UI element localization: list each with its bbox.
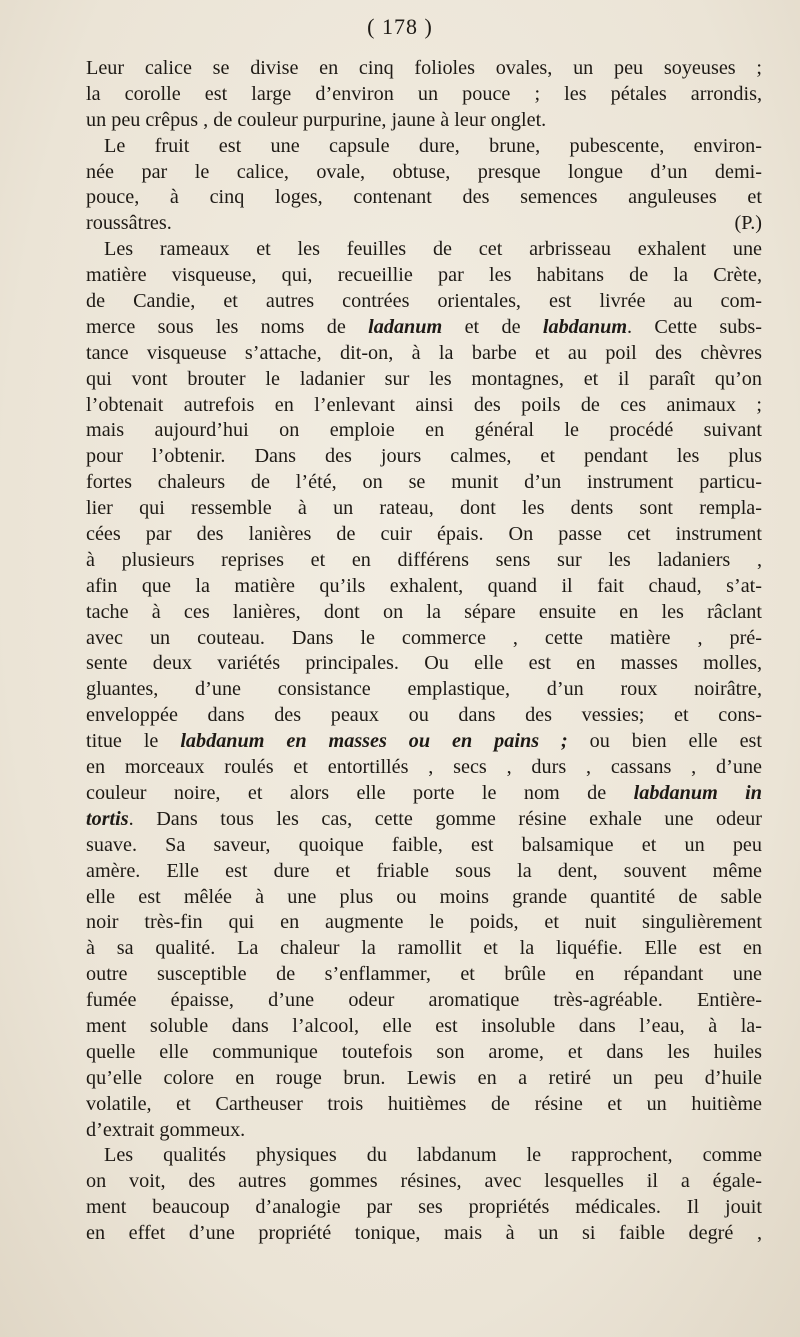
text-line bbox=[86, 418, 762, 444]
text-line bbox=[86, 1195, 762, 1221]
text-segment: amère. Elle est dure et friable sous la dent, souvent même bbox=[86, 859, 762, 882]
text-segment: ou bien elle est bbox=[567, 730, 762, 753]
text-segment: afin que la matière qu’ils exhalent, quand il fait chaud, s’at- bbox=[86, 574, 762, 597]
italic-term: labdanum en masses ou en pains ; bbox=[180, 730, 568, 753]
text-segment: Le fruit est une capsule dure, brune, pubescente, environ- bbox=[104, 134, 762, 157]
text-segment: et de bbox=[442, 315, 543, 338]
text-segment: gluantes, d’une consistance emplastique, d’un roux noirâtre, bbox=[86, 678, 762, 701]
text-line bbox=[86, 548, 762, 574]
text-line bbox=[86, 1143, 762, 1169]
text-segment: en morceaux roulés et entortillés , secs , durs , cassans , d’une bbox=[86, 756, 762, 779]
italic-term: ladanum bbox=[368, 315, 443, 338]
text-segment: tance visqueuse s’attache, dit-on, à la barbe et au poil des chèvres bbox=[86, 341, 762, 364]
text-segment: mais aujourd’hui on emploie en général le procédé suivant bbox=[86, 419, 762, 442]
text-line bbox=[86, 1014, 762, 1040]
text-segment: qui vont brouter le ladanier sur les montagnes, et il paraît qu’on bbox=[86, 367, 762, 390]
text-line bbox=[86, 134, 762, 160]
author-tag: (P.) bbox=[734, 212, 762, 235]
text-line bbox=[86, 755, 762, 781]
text-segment: née par le calice, ovale, obtuse, presque longue d’un demi- bbox=[86, 160, 762, 183]
text-line bbox=[86, 82, 762, 108]
text-segment: couleur noire, et alors elle porte le nom de bbox=[86, 781, 634, 804]
text-segment: on voit, des autres gommes résines, avec lesquelles il a égale- bbox=[86, 1170, 762, 1193]
text-segment: suave. Sa saveur, quoique faible, est balsamique et un peu bbox=[86, 833, 762, 856]
text-line bbox=[86, 703, 762, 729]
text-line bbox=[86, 470, 762, 496]
text-line bbox=[86, 56, 762, 82]
text-line bbox=[86, 289, 762, 315]
text-segment: à plusieurs reprises et en différens sens sur les ladaniers , bbox=[86, 548, 762, 571]
text-segment: enveloppée dans des peaux ou dans des vessies; et cons- bbox=[86, 704, 762, 727]
text-segment: roussâtres. bbox=[86, 212, 172, 235]
text-segment: ment soluble dans l’alcool, elle est insoluble dans l’eau, à la- bbox=[86, 1014, 762, 1037]
text-segment: matière visqueuse, qui, recueillie par les habitans de la Crète, bbox=[86, 264, 762, 287]
text-segment: pour l’obtenir. Dans des jours calmes, et pendant les plus bbox=[86, 445, 762, 468]
text-line bbox=[86, 496, 762, 522]
text-line bbox=[86, 108, 762, 134]
text-line bbox=[86, 626, 762, 652]
text-segment: la corolle est large d’environ un pouce ; les pétales arrondis, bbox=[86, 82, 762, 105]
text-line bbox=[86, 988, 762, 1014]
text-segment: quelle elle communique toutefois son arome, et dans les huiles bbox=[86, 1040, 762, 1063]
text-line bbox=[86, 1040, 762, 1066]
text-segment: Les rameaux et les feuilles de cet arbrisseau exhalent une bbox=[104, 238, 762, 261]
text-line bbox=[86, 1066, 762, 1092]
text-segment: Leur calice se divise en cinq folioles ovales, un peu soyeuses ; bbox=[86, 57, 762, 79]
text-segment: ment beaucoup d’analogie par ses propriétés médicales. Il jouit bbox=[86, 1196, 762, 1219]
text-segment: lier qui ressemble à un rateau, dont les dents sont rempla- bbox=[86, 497, 762, 520]
text-line bbox=[86, 677, 762, 703]
page-number: ( 178 ) bbox=[367, 14, 433, 39]
text-line bbox=[86, 263, 762, 289]
text-line bbox=[86, 522, 762, 548]
text-line bbox=[86, 315, 762, 341]
text-line bbox=[86, 781, 762, 807]
text-line bbox=[86, 211, 762, 237]
text-line bbox=[86, 936, 762, 962]
italic-term: labdanum bbox=[542, 315, 628, 338]
text-line bbox=[86, 237, 762, 263]
text-line bbox=[86, 367, 762, 393]
text-segment: cées par des lanières de cuir épais. On passe cet instrument bbox=[86, 523, 762, 546]
text-segment: en effet d’une propriété tonique, mais à un si faible degré , bbox=[86, 1222, 762, 1245]
text-line bbox=[86, 651, 762, 677]
text-segment: un peu crêpus , de couleur purpurine, jaune à leur onglet. bbox=[86, 108, 547, 131]
text-segment: pouce, à cinq loges, contenant des semences anguleuses et bbox=[86, 186, 762, 209]
text-line bbox=[86, 729, 762, 755]
text-line bbox=[86, 600, 762, 626]
text-line bbox=[86, 1092, 762, 1118]
text-segment: avec un couteau. Dans le commerce , cette matière , pré- bbox=[86, 626, 762, 649]
text-line bbox=[86, 1118, 762, 1144]
text-segment: volatile, et Cartheuser trois huitièmes de résine et un huitième bbox=[86, 1092, 762, 1115]
text-line bbox=[86, 962, 762, 988]
text-line bbox=[86, 807, 762, 833]
text-segment: titue le bbox=[86, 730, 181, 753]
text-line bbox=[86, 910, 762, 936]
text-segment: d’extrait gommeux. bbox=[86, 1118, 246, 1141]
text-segment: . Cette subs- bbox=[627, 315, 762, 338]
text-segment: elle est mêlée à une plus ou moins grande quantité de sable bbox=[86, 885, 762, 908]
italic-term: labdanum in bbox=[633, 781, 763, 804]
text-line bbox=[86, 859, 762, 885]
text-segment: sente deux variétés principales. Ou elle est en masses molles, bbox=[86, 652, 762, 675]
text-line bbox=[86, 833, 762, 859]
text-line bbox=[86, 444, 762, 470]
text-segment: noir très-fin qui en augmente le poids, et nuit singulièrement bbox=[86, 911, 762, 934]
text-segment: fumée épaisse, d’une odeur aromatique très-agréable. Entière- bbox=[86, 989, 762, 1012]
text-line bbox=[86, 1169, 762, 1195]
text-segment: tache à ces lanières, dont on la sépare ensuite en les râclant bbox=[86, 600, 762, 623]
text-line bbox=[86, 393, 762, 419]
text-segment: . Dans tous les cas, cette gomme résine exhale une odeur bbox=[128, 807, 762, 830]
text-segment: fortes chaleurs de l’été, on se munit d’un instrument particu- bbox=[86, 471, 762, 494]
italic-term: tortis bbox=[86, 807, 129, 830]
text-line bbox=[86, 185, 762, 211]
text-line bbox=[86, 1221, 762, 1247]
text-line bbox=[86, 574, 762, 600]
text-segment: qu’elle colore en rouge brun. Lewis en a retiré un peu d’huile bbox=[86, 1066, 762, 1089]
text-segment: outre susceptible de s’enflammer, et brûle en répandant une bbox=[86, 963, 762, 986]
text-segment: merce sous les noms de bbox=[86, 315, 369, 338]
text-line bbox=[86, 341, 762, 367]
text-segment: à sa qualité. La chaleur la ramollit et la liquéfie. Elle est en bbox=[86, 937, 762, 960]
text-segment: l’obtenait autrefois en l’enlevant ainsi des poils de ces animaux ; bbox=[86, 393, 762, 416]
text-line bbox=[86, 160, 762, 186]
text-segment: Les qualités physiques du labdanum le rapprochent, comme bbox=[104, 1144, 762, 1167]
text-line bbox=[86, 885, 762, 911]
body-text bbox=[86, 56, 762, 1247]
text-segment: de Candie, et autres contrées orientales, est livrée au com- bbox=[86, 290, 762, 313]
